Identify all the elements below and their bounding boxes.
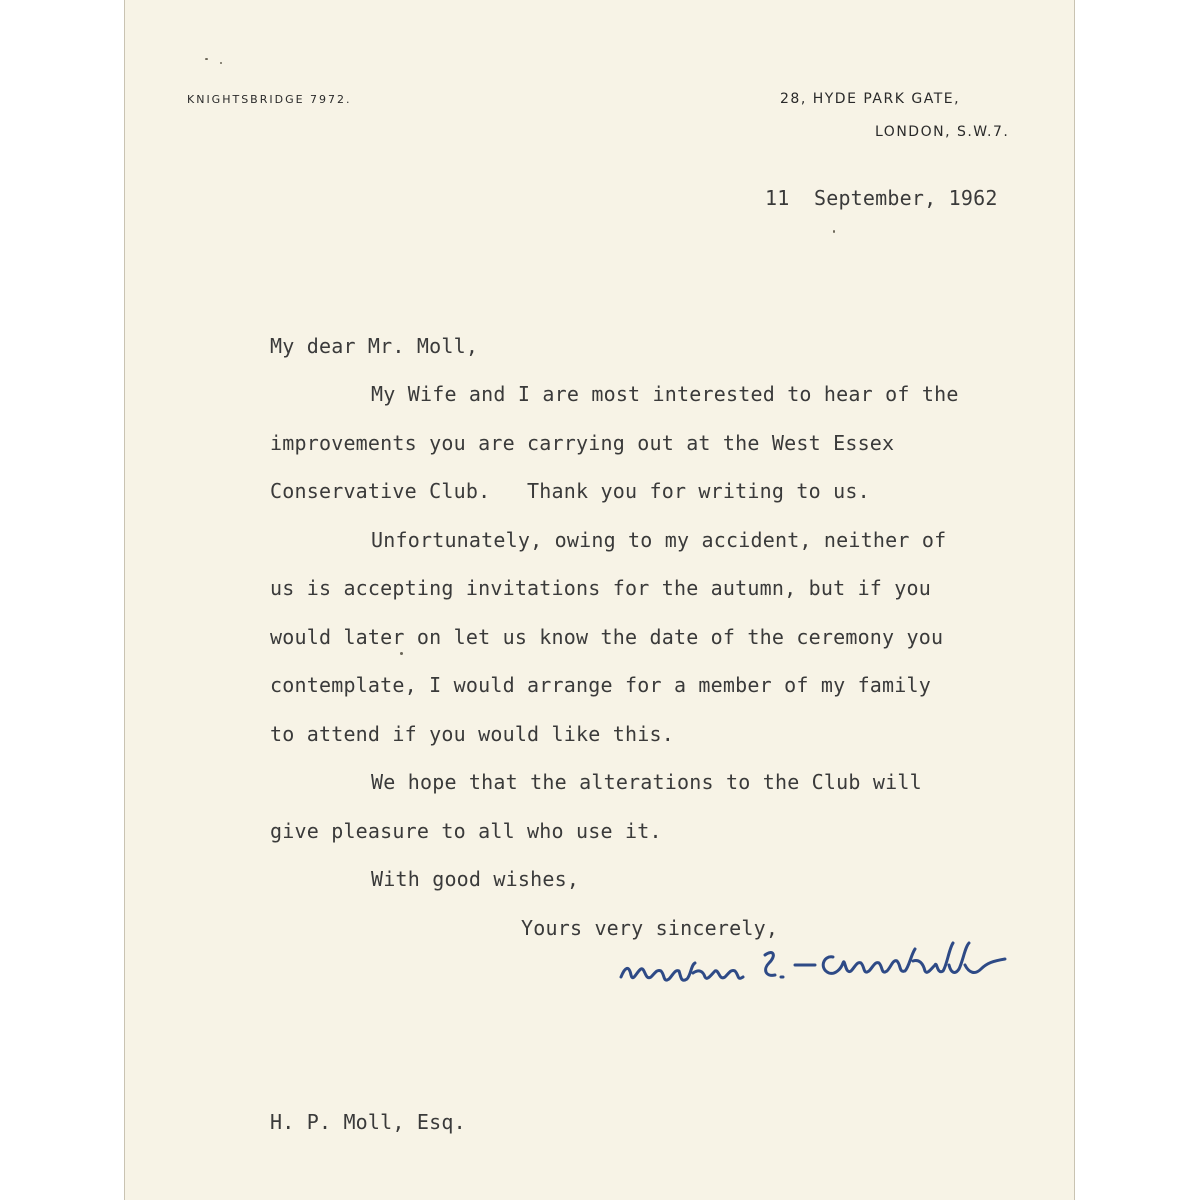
body-line: improvements you are carrying out at the West Essex xyxy=(270,431,895,455)
paper-speck xyxy=(833,230,835,233)
letter-page xyxy=(124,0,1075,1200)
body-line: to attend if you would like this. xyxy=(270,722,674,746)
letterhead-address-city: LONDON, S.W.7. xyxy=(875,124,1010,140)
letterhead-address-street: 28, HYDE PARK GATE, xyxy=(780,91,961,107)
paper-speck xyxy=(400,652,403,655)
body-line: give pleasure to all who use it. xyxy=(270,819,662,843)
paper-speck xyxy=(205,58,208,60)
addressee: H. P. Moll, Esq. xyxy=(270,1110,466,1134)
body-line: Unfortunately, owing to my accident, neither of xyxy=(371,528,947,552)
body-line: We hope that the alterations to the Club will xyxy=(371,770,922,794)
paper-speck xyxy=(220,62,222,64)
salutation: My dear Mr. Moll, xyxy=(270,334,479,358)
signature-drawing xyxy=(615,925,1025,1015)
letter-date: 11 September, 1962 xyxy=(765,186,998,210)
body-line: With good wishes, xyxy=(371,867,580,891)
body-line: Conservative Club. Thank you for writing to us. xyxy=(270,479,870,503)
body-line: contemplate, I would arrange for a member of my family xyxy=(270,673,932,697)
body-line: would later on let us know the date of the ceremony you xyxy=(270,625,944,649)
signature xyxy=(615,925,1025,1015)
letterhead-telephone: KNIGHTSBRIDGE 7972. xyxy=(187,93,352,106)
closing: Yours very sincerely, xyxy=(521,916,779,940)
body-line: us is accepting invitations for the autumn, but if you xyxy=(270,576,932,600)
body-line: My Wife and I are most interested to hear of the xyxy=(371,382,959,406)
